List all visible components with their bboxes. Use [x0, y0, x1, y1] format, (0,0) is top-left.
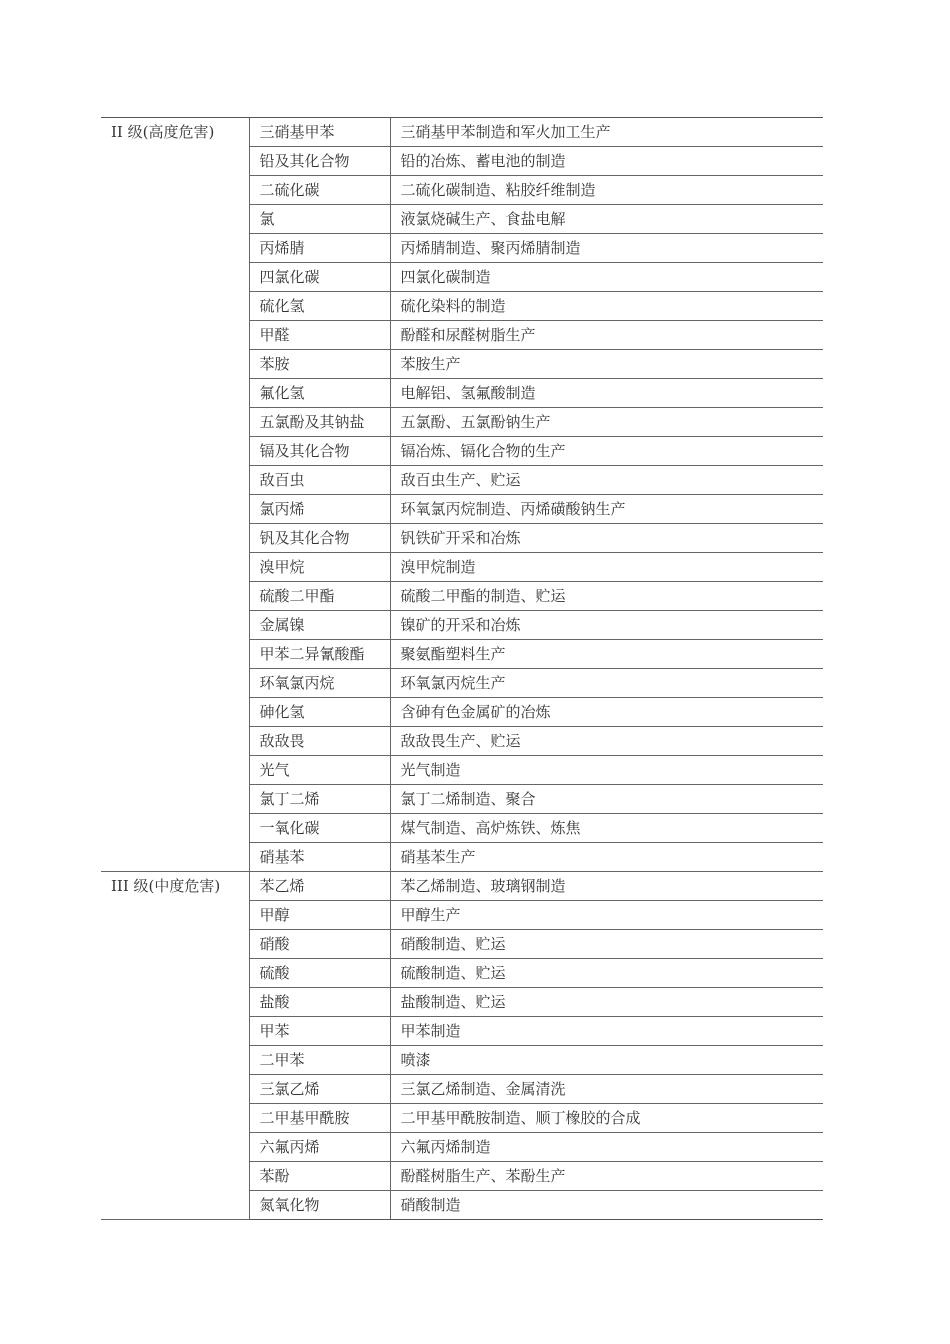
industry-cell: 五氯酚、五氯酚钠生产: [390, 408, 823, 437]
table-row: [101, 872, 823, 901]
industry-cell: 三氯乙烯制造、金属清洗: [390, 1075, 823, 1104]
industry-cell: 液氯烧碱生产、食盐电解: [390, 205, 823, 234]
industry-cell: 喷漆: [390, 1046, 823, 1075]
industry-cell: 煤气制造、高炉炼铁、炼焦: [390, 814, 823, 843]
substance-cell: 盐酸: [249, 988, 390, 1017]
hazard-group: [101, 872, 823, 1220]
industry-cell: 酚醛树脂生产、苯酚生产: [390, 1162, 823, 1191]
substance-cell: 光气: [249, 756, 390, 785]
industry-cell: 硫化染料的制造: [390, 292, 823, 321]
hazard-level-cell: II 级(高度危害): [101, 118, 249, 872]
hazard-level-cell: III 级(中度危害): [101, 872, 249, 1220]
industry-cell: 酚醛和尿醛树脂生产: [390, 321, 823, 350]
substance-cell: 敌敌畏: [249, 727, 390, 756]
industry-cell: 铅的冶炼、蓄电池的制造: [390, 147, 823, 176]
industry-cell: 聚氨酯塑料生产: [390, 640, 823, 669]
substance-cell: 丙烯腈: [249, 234, 390, 263]
industry-cell: 环氧氯丙烷生产: [390, 669, 823, 698]
industry-cell: 硝基苯生产: [390, 843, 823, 872]
substance-cell: 三硝基甲苯: [249, 118, 390, 147]
substance-cell: 四氯化碳: [249, 263, 390, 292]
substance-cell: 环氧氯丙烷: [249, 669, 390, 698]
substance-cell: 一氧化碳: [249, 814, 390, 843]
industry-cell: 镉冶炼、镉化合物的生产: [390, 437, 823, 466]
industry-cell: 甲苯制造: [390, 1017, 823, 1046]
substance-cell: 镉及其化合物: [249, 437, 390, 466]
substance-cell: 砷化氢: [249, 698, 390, 727]
hazard-classification-table: [101, 117, 823, 1220]
substance-cell: 氮氧化物: [249, 1191, 390, 1220]
industry-cell: 丙烯腈制造、聚丙烯腈制造: [390, 234, 823, 263]
substance-cell: 六氟丙烯: [249, 1133, 390, 1162]
substance-cell: 甲醇: [249, 901, 390, 930]
industry-cell: 溴甲烷制造: [390, 553, 823, 582]
substance-cell: 甲苯: [249, 1017, 390, 1046]
industry-cell: 苯乙烯制造、玻璃钢制造: [390, 872, 823, 901]
industry-cell: 敌敌畏生产、贮运: [390, 727, 823, 756]
industry-cell: 盐酸制造、贮运: [390, 988, 823, 1017]
substance-cell: 金属镍: [249, 611, 390, 640]
substance-cell: 苯胺: [249, 350, 390, 379]
industry-cell: 钒铁矿开采和冶炼: [390, 524, 823, 553]
industry-cell: 硫酸制造、贮运: [390, 959, 823, 988]
industry-cell: 二甲基甲酰胺制造、顺丁橡胶的合成: [390, 1104, 823, 1133]
industry-cell: 光气制造: [390, 756, 823, 785]
industry-cell: 镍矿的开采和冶炼: [390, 611, 823, 640]
industry-cell: 硝酸制造、贮运: [390, 930, 823, 959]
substance-cell: 苯酚: [249, 1162, 390, 1191]
substance-cell: 敌百虫: [249, 466, 390, 495]
substance-cell: 氟化氢: [249, 379, 390, 408]
substance-cell: 二甲基甲酰胺: [249, 1104, 390, 1133]
substance-cell: 甲苯二异氰酸酯: [249, 640, 390, 669]
industry-cell: 敌百虫生产、贮运: [390, 466, 823, 495]
industry-cell: 甲醇生产: [390, 901, 823, 930]
industry-cell: 四氯化碳制造: [390, 263, 823, 292]
substance-cell: 硫化氢: [249, 292, 390, 321]
industry-cell: 三硝基甲苯制造和军火加工生产: [390, 118, 823, 147]
substance-cell: 氯丁二烯: [249, 785, 390, 814]
industry-cell: 硫酸二甲酯的制造、贮运: [390, 582, 823, 611]
substance-cell: 氯: [249, 205, 390, 234]
substance-cell: 硫酸: [249, 959, 390, 988]
substance-cell: 硫酸二甲酯: [249, 582, 390, 611]
substance-cell: 铅及其化合物: [249, 147, 390, 176]
industry-cell: 硝酸制造: [390, 1191, 823, 1220]
industry-cell: 氯丁二烯制造、聚合: [390, 785, 823, 814]
industry-cell: 含砷有色金属矿的冶炼: [390, 698, 823, 727]
substance-cell: 钒及其化合物: [249, 524, 390, 553]
substance-cell: 甲醛: [249, 321, 390, 350]
substance-cell: 苯乙烯: [249, 872, 390, 901]
table-row: [101, 118, 823, 147]
substance-cell: 溴甲烷: [249, 553, 390, 582]
substance-cell: 五氯酚及其钠盐: [249, 408, 390, 437]
substance-cell: 氯丙烯: [249, 495, 390, 524]
industry-cell: 二硫化碳制造、粘胶纤维制造: [390, 176, 823, 205]
substance-cell: 二硫化碳: [249, 176, 390, 205]
substance-cell: 硝基苯: [249, 843, 390, 872]
industry-cell: 环氧氯丙烷制造、丙烯磺酸钠生产: [390, 495, 823, 524]
hazard-group: [101, 118, 823, 872]
industry-cell: 电解铝、氢氟酸制造: [390, 379, 823, 408]
industry-cell: 苯胺生产: [390, 350, 823, 379]
substance-cell: 二甲苯: [249, 1046, 390, 1075]
substance-cell: 硝酸: [249, 930, 390, 959]
industry-cell: 六氟丙烯制造: [390, 1133, 823, 1162]
substance-cell: 三氯乙烯: [249, 1075, 390, 1104]
